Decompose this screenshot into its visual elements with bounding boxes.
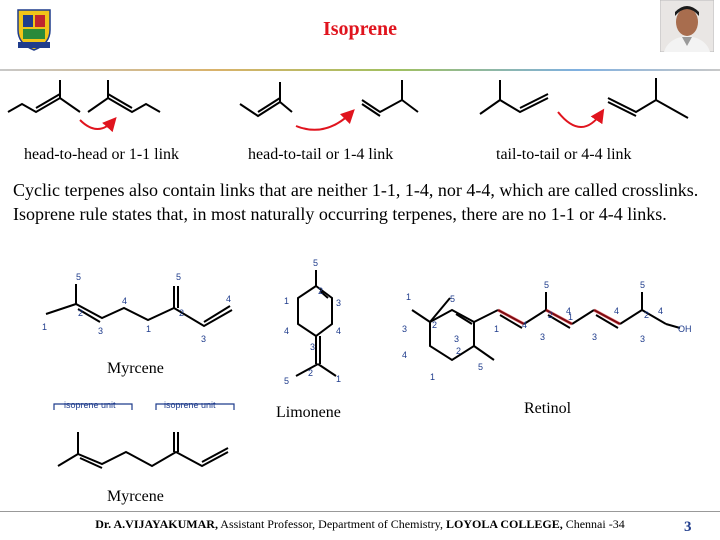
svg-text:4: 4 xyxy=(122,296,128,306)
svg-text:5: 5 xyxy=(76,272,82,282)
svg-text:2: 2 xyxy=(179,308,185,318)
svg-text:3: 3 xyxy=(454,334,460,344)
svg-text:4: 4 xyxy=(522,320,528,330)
svg-text:1: 1 xyxy=(494,324,500,334)
svg-text:2: 2 xyxy=(432,320,438,330)
svg-text:5: 5 xyxy=(478,362,484,372)
svg-text:2: 2 xyxy=(308,368,314,378)
limonene-label: Limonene xyxy=(276,404,341,421)
footer-author: Dr. A.VIJAYAKUMAR, xyxy=(95,517,218,531)
svg-text:2: 2 xyxy=(644,310,650,320)
isoprene-unit-label-1: isoprene unit xyxy=(64,400,116,410)
svg-text:2: 2 xyxy=(548,310,554,320)
svg-text:3: 3 xyxy=(640,334,646,344)
svg-text:5: 5 xyxy=(313,258,319,268)
svg-text:4: 4 xyxy=(658,306,664,316)
footer-role: Assistant Professor, xyxy=(220,517,316,531)
myrcene-isoprene-units xyxy=(52,396,242,476)
svg-text:4: 4 xyxy=(402,350,408,360)
svg-text:5: 5 xyxy=(544,280,550,290)
svg-text:2: 2 xyxy=(78,308,84,318)
body-paragraph xyxy=(13,179,713,226)
svg-text:1: 1 xyxy=(430,372,436,382)
svg-text:5: 5 xyxy=(450,294,456,304)
svg-text:1: 1 xyxy=(568,312,574,322)
isoprene-unit-label-2: isoprene unit xyxy=(164,400,216,410)
limonene-structure xyxy=(270,256,354,390)
footer-college: LOYOLA COLLEGE, xyxy=(446,517,563,531)
svg-text:1: 1 xyxy=(146,324,152,334)
footer-divider xyxy=(0,511,720,512)
retinol-structure xyxy=(396,280,702,384)
svg-text:5: 5 xyxy=(284,376,290,386)
svg-text:2: 2 xyxy=(318,286,324,296)
presenter-photo xyxy=(660,0,714,52)
svg-text:3: 3 xyxy=(310,342,316,352)
caption-head-to-head: head-to-head or 1-1 link xyxy=(24,146,180,163)
myrcene-label: Myrcene xyxy=(107,360,164,377)
caption-head-to-tail: head-to-tail or 1-4 link xyxy=(248,146,394,163)
svg-text:3: 3 xyxy=(336,298,342,308)
svg-text:1: 1 xyxy=(406,292,412,302)
svg-text:4: 4 xyxy=(614,306,620,316)
slide-title: Isoprene xyxy=(322,18,398,40)
svg-text:5: 5 xyxy=(176,272,182,282)
paragraph-line: Cyclic terpenes also contain links that are neither 1-1, 1-4, nor 4-4, which are called crosslinks. xyxy=(13,180,699,200)
svg-text:4: 4 xyxy=(566,306,572,316)
title-divider xyxy=(0,69,720,71)
oh-label: OH xyxy=(678,324,692,334)
svg-text:3: 3 xyxy=(592,332,598,342)
svg-text:3: 3 xyxy=(98,326,104,336)
myrcene-label-2: Myrcene xyxy=(107,488,164,505)
svg-text:2: 2 xyxy=(456,346,462,356)
myrcene-structure xyxy=(36,272,242,348)
linkage-diagrams xyxy=(0,72,720,144)
caption-tail-to-tail: tail-to-tail or 4-4 link xyxy=(496,146,632,163)
retinol-label: Retinol xyxy=(524,400,572,417)
svg-text:4: 4 xyxy=(226,294,232,304)
svg-text:4: 4 xyxy=(336,326,342,336)
svg-text:1: 1 xyxy=(284,296,290,306)
svg-text:3: 3 xyxy=(540,332,546,342)
page-number: 3 xyxy=(684,519,692,535)
footer-dept: Department of Chemistry, xyxy=(318,517,444,531)
paragraph-line: Isoprene rule states that, in most naturally occurring terpenes, there are no 1-1 or 4-4 links. xyxy=(13,203,667,224)
footer-city: Chennai -34 xyxy=(565,517,625,531)
svg-text:5: 5 xyxy=(640,280,646,290)
svg-text:4: 4 xyxy=(284,326,290,336)
svg-text:3: 3 xyxy=(201,334,207,344)
svg-text:1: 1 xyxy=(336,374,342,384)
svg-text:1: 1 xyxy=(42,322,48,332)
footer xyxy=(0,517,720,532)
svg-text:3: 3 xyxy=(402,324,408,334)
